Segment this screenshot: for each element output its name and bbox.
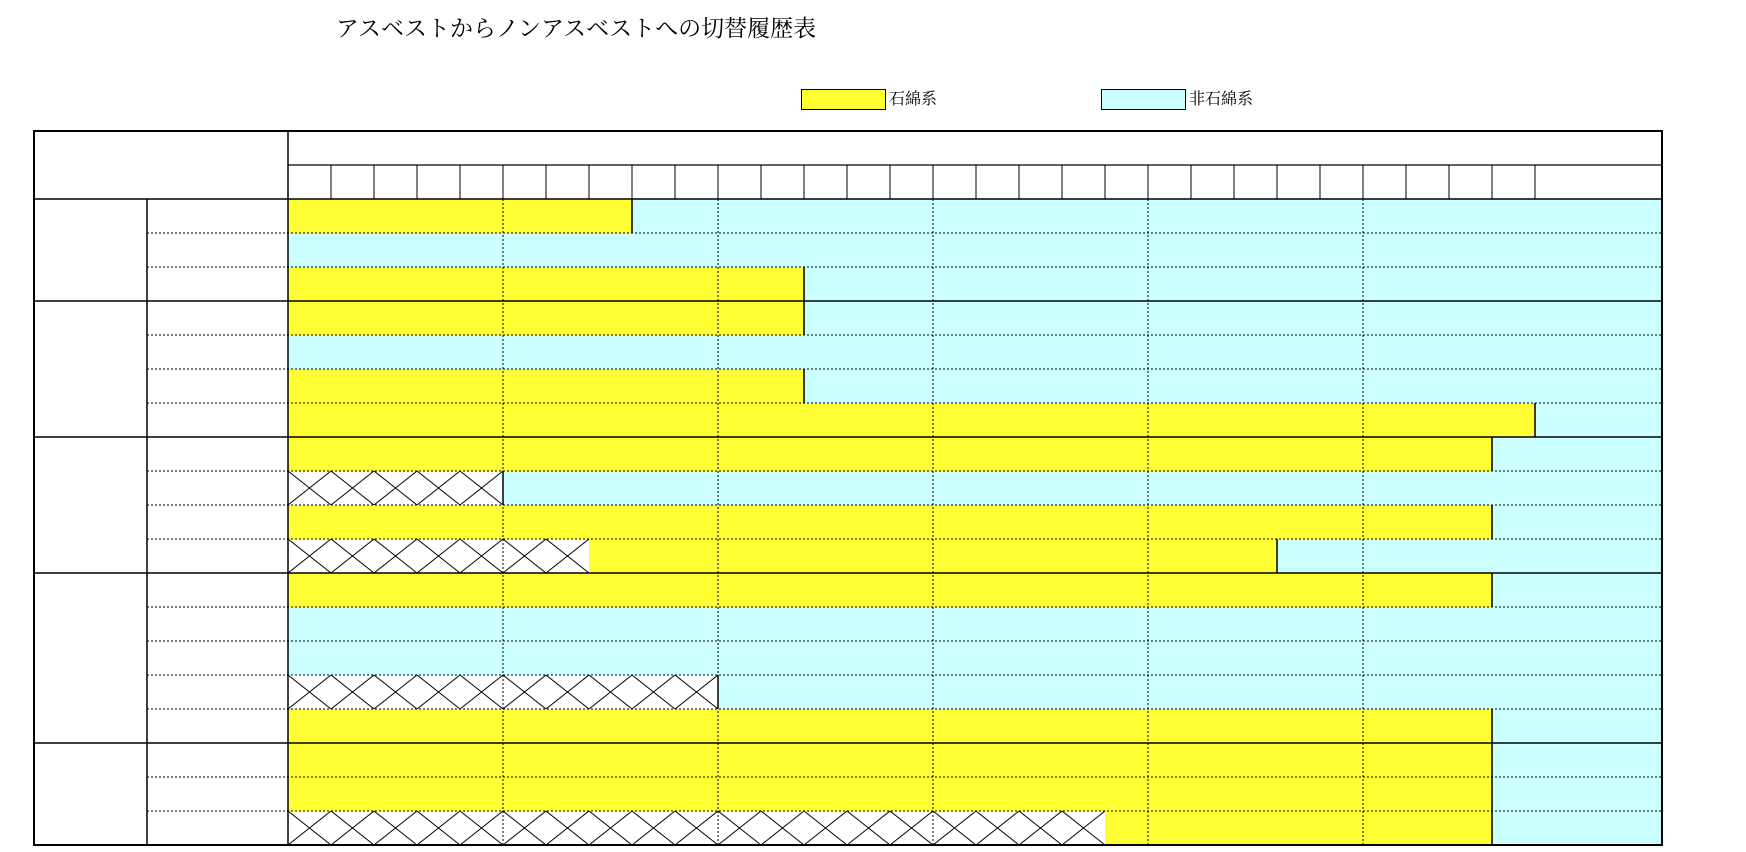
asbestos-bar <box>288 403 1535 437</box>
non-asbestos-bar <box>288 641 1662 675</box>
asbestos-bar <box>288 743 1492 777</box>
asbestos-bar <box>288 369 804 403</box>
legend-asbestos-label: 石綿系 <box>889 89 938 108</box>
non-asbestos-bar <box>288 335 1662 369</box>
non-asbestos-bar <box>503 471 1662 505</box>
non-asbestos-bar <box>1492 709 1662 743</box>
page-title: アスベストからノンアスベストへの切替履歴表 <box>335 16 817 42</box>
non-asbestos-bar <box>288 233 1662 267</box>
asbestos-bar <box>288 777 1492 811</box>
non-asbestos-bar <box>288 607 1662 641</box>
non-asbestos-bar <box>1492 777 1662 811</box>
asbestos-bar <box>288 301 804 335</box>
non-asbestos-bar <box>1535 403 1662 437</box>
non-asbestos-bar <box>1492 743 1662 777</box>
non-asbestos-bar <box>1492 505 1662 539</box>
non-asbestos-bar <box>1492 573 1662 607</box>
asbestos-bar <box>288 267 804 301</box>
asbestos-bar <box>288 709 1492 743</box>
non-asbestos-bar <box>1277 539 1662 573</box>
asbestos-bar <box>288 437 1492 471</box>
non-asbestos-bar <box>804 301 1662 335</box>
non-asbestos-bar <box>804 369 1662 403</box>
legend-non-asbestos-label: 非石綿系 <box>1189 89 1254 108</box>
asbestos-bar <box>1105 811 1492 845</box>
non-asbestos-bar <box>718 675 1662 709</box>
non-asbestos-bar <box>632 199 1662 233</box>
asbestos-bar <box>288 199 632 233</box>
asbestos-bar <box>288 505 1492 539</box>
asbestos-bar <box>288 573 1492 607</box>
non-asbestos-bar <box>1492 437 1662 471</box>
non-asbestos-bar <box>1492 811 1662 845</box>
